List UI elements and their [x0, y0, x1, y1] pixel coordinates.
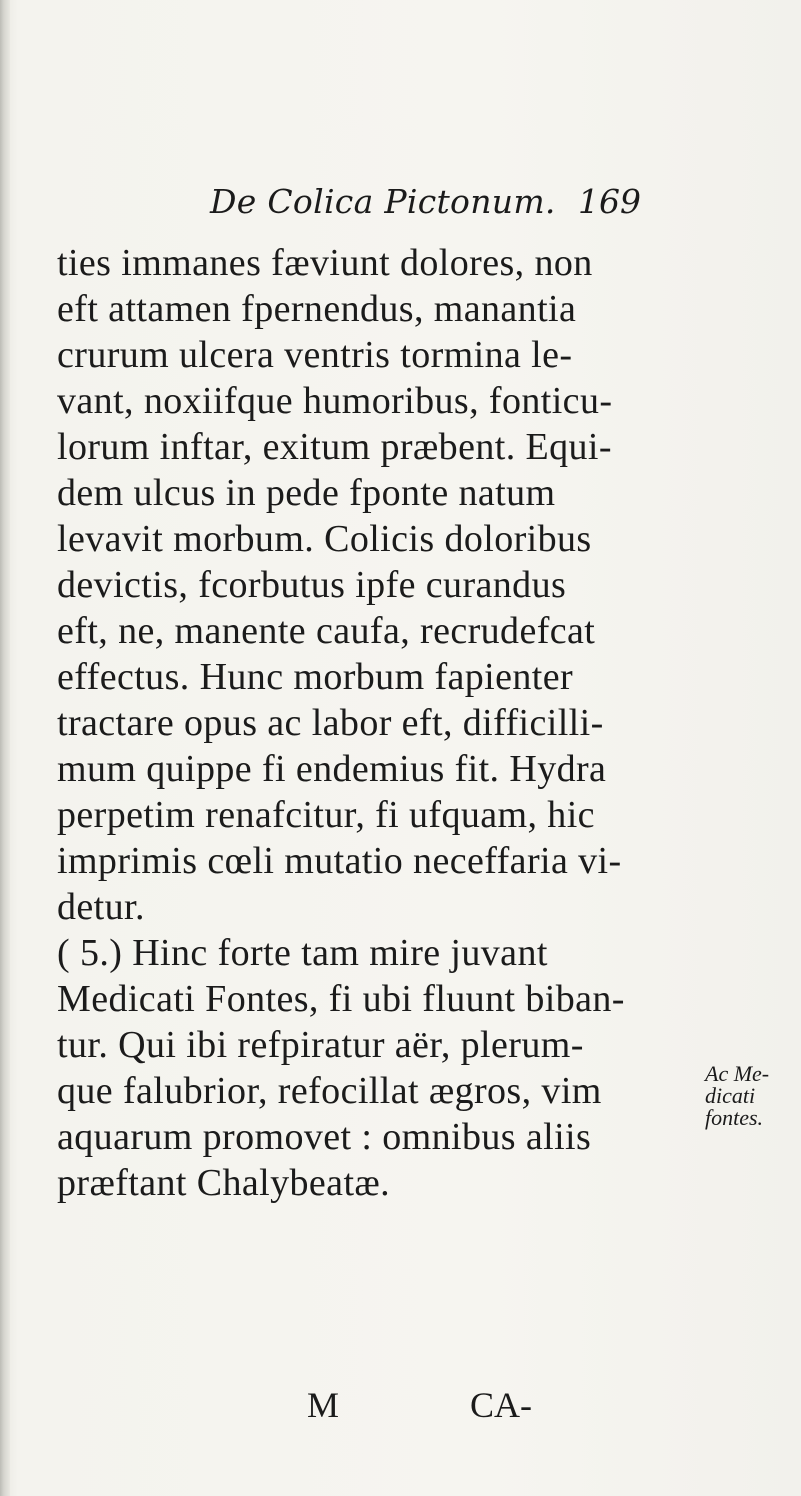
text-line: levavit morbum. Colicis doloribus: [57, 518, 592, 560]
marginal-note: [705, 1063, 801, 1129]
text-line: eft attamen fpernendus, manantia: [57, 288, 577, 330]
text-line: tur. Qui ibi refpiratur aër, plerum-: [57, 1024, 584, 1066]
text-line: dem ulcus in pede fponte natum: [57, 472, 556, 514]
text-line: tractare opus ac labor eft, difficilli-: [57, 702, 604, 744]
text-line: detur.: [57, 886, 145, 928]
text-line: crurum ulcera ventris tormina le-: [57, 334, 573, 376]
text-line: imprimis cœli mutatio neceffaria vi-: [57, 840, 622, 882]
page-number: 169: [578, 182, 641, 221]
text-line: que falubrior, refocillat ægros, vim: [57, 1070, 602, 1112]
text-line: devictis, fcorbutus ipfe curandus: [57, 564, 567, 606]
text-line: eft, ne, manente caufa, recrudefcat: [57, 610, 596, 652]
marginal-note-line: dicati: [705, 1083, 756, 1108]
page-header: [0, 182, 801, 232]
running-head: De Colica Pictonum.: [210, 182, 556, 221]
text-line: perpetim renafcitur, fi ufquam, hic: [57, 794, 595, 836]
text-line: mum quippe fi endemius fit. Hydra: [57, 748, 607, 790]
text-line: effectus. Hunc morbum fapienter: [57, 656, 574, 698]
page-footer: [0, 1384, 801, 1434]
text-line: Medicati Fontes, fi ubi fluunt biban-: [57, 978, 625, 1020]
marginal-note-line: Ac Me-: [705, 1061, 770, 1086]
text-line: ties immanes fæviunt dolores, non: [57, 242, 593, 284]
text-line: præftant Chalybeatæ.: [57, 1162, 391, 1204]
signature-mark: M: [307, 1385, 340, 1425]
text-line: aquarum promovet : omnibus aliis: [57, 1116, 592, 1158]
text-line: vant, noxiifque humoribus, fonticu-: [57, 380, 613, 422]
text-line: ( 5.) Hinc forte tam mire juvant: [57, 932, 548, 974]
catchword: CA-: [470, 1385, 532, 1425]
text-line: lorum inftar, exitum præbent. Equi-: [57, 426, 612, 468]
marginal-note-line: fontes.: [705, 1105, 764, 1130]
